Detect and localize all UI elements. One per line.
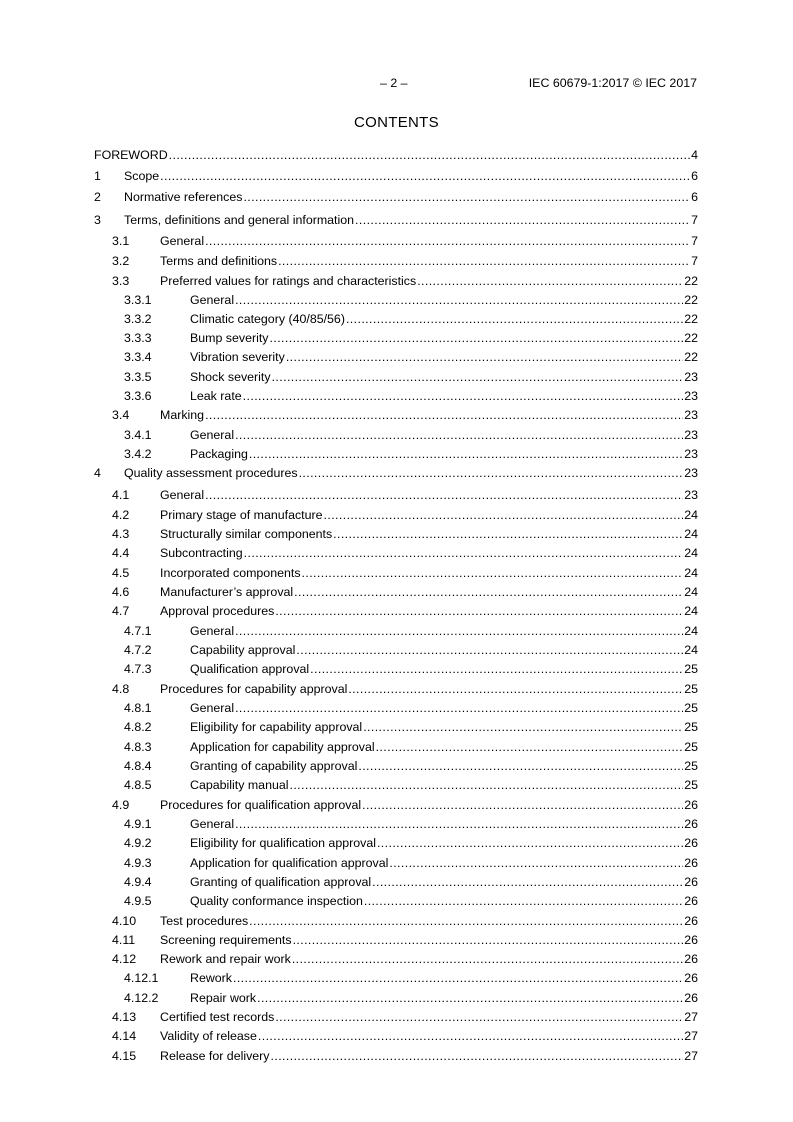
dot-leader bbox=[348, 682, 683, 696]
toc-entry-label: Bump severity bbox=[190, 331, 269, 345]
toc-entry-page: 24 bbox=[684, 585, 698, 599]
toc-entry-label: Climatic category (40/85/56) bbox=[190, 312, 345, 326]
toc-entry-number: 4.6 bbox=[112, 585, 130, 599]
toc-entry-page: 23 bbox=[684, 466, 698, 480]
toc-entry-page: 27 bbox=[684, 1049, 698, 1063]
toc-entry[interactable] bbox=[94, 426, 698, 442]
toc-entry-page: 23 bbox=[684, 370, 698, 384]
toc-entry-label: Eligibility for qualification approval bbox=[190, 836, 376, 850]
toc-entry[interactable] bbox=[94, 989, 698, 1005]
dot-leader bbox=[244, 546, 684, 560]
dot-leader bbox=[310, 662, 683, 676]
toc-entry[interactable] bbox=[94, 892, 698, 908]
toc-entry[interactable] bbox=[94, 796, 698, 812]
toc-entry-page: 26 bbox=[684, 875, 698, 889]
toc-entry-page: 22 bbox=[684, 312, 698, 326]
toc-entry-page: 25 bbox=[684, 759, 698, 773]
toc-entry-label: Eligibility for capability approval bbox=[190, 720, 363, 734]
toc-entry-number: 4.5 bbox=[112, 566, 130, 580]
toc-entry[interactable] bbox=[94, 718, 698, 734]
toc-entry[interactable] bbox=[94, 738, 698, 754]
toc-entry-label: General bbox=[190, 701, 235, 715]
toc-entry-number: 3 bbox=[94, 213, 101, 227]
toc-entry-number: 4.8.4 bbox=[124, 759, 152, 773]
toc-entry-number: 4.4 bbox=[112, 546, 130, 560]
standard-reference: IEC 60679-1:2017 © IEC 2017 bbox=[528, 76, 697, 90]
toc-entry-label: Screening requirements bbox=[160, 933, 292, 947]
dot-leader bbox=[243, 389, 684, 403]
toc-entry-number: 4.12.2 bbox=[124, 991, 159, 1005]
toc-entry-number: 4.9.2 bbox=[124, 836, 152, 850]
toc-entry-label: Certified test records bbox=[160, 1010, 275, 1024]
toc-entry-number: 4.2 bbox=[112, 508, 130, 522]
toc-entry-label: Approval procedures bbox=[160, 604, 275, 618]
toc-entry-number: 3.2 bbox=[112, 254, 130, 268]
toc-entry-label: Validity of release bbox=[160, 1029, 257, 1043]
dot-leader bbox=[235, 624, 683, 638]
toc-entry-number: 4.8.3 bbox=[124, 740, 152, 754]
toc-entry-page: 26 bbox=[684, 933, 698, 947]
dot-leader bbox=[233, 971, 683, 985]
toc-entry-number: 4.13 bbox=[112, 1010, 137, 1024]
toc-entry[interactable] bbox=[94, 1047, 698, 1063]
toc-entry-label: General bbox=[190, 428, 235, 442]
dot-leader bbox=[389, 856, 683, 870]
toc-entry-page: 25 bbox=[684, 662, 698, 676]
toc-entry-label: Incorporated components bbox=[160, 566, 301, 580]
toc-entry[interactable] bbox=[94, 1008, 698, 1024]
toc-entry-label: Granting of qualification approval bbox=[190, 875, 372, 889]
toc-entry-page: 26 bbox=[684, 856, 698, 870]
toc-entry[interactable] bbox=[94, 387, 698, 403]
toc-entry-page: 24 bbox=[684, 527, 698, 541]
toc-entry-number: 3.3 bbox=[112, 274, 130, 288]
toc-entry-label: Procedures for qualification approval bbox=[160, 798, 362, 812]
toc-entry-page: 24 bbox=[684, 508, 698, 522]
toc-entry-number: 4.9.5 bbox=[124, 894, 152, 908]
toc-entry-number: 4.12 bbox=[112, 952, 137, 966]
toc-entry-page: 23 bbox=[684, 488, 698, 502]
toc-entry-page: 24 bbox=[684, 604, 698, 618]
toc-entry-number: 3.4.2 bbox=[124, 447, 152, 461]
toc-entry[interactable] bbox=[94, 622, 698, 638]
dot-leader bbox=[270, 331, 684, 345]
toc-entry[interactable] bbox=[94, 544, 698, 560]
toc-entry-label: Granting of capability approval bbox=[190, 759, 358, 773]
toc-entry-label: General bbox=[160, 234, 205, 248]
toc-entry[interactable] bbox=[94, 310, 698, 326]
toc-entry-page: 26 bbox=[684, 817, 698, 831]
toc-entry-label: General bbox=[190, 293, 235, 307]
toc-entry-number: 3.3.5 bbox=[124, 370, 152, 384]
dot-leader bbox=[363, 720, 683, 734]
toc-entry[interactable] bbox=[94, 272, 698, 288]
toc-entry-page: 23 bbox=[684, 408, 698, 422]
toc-entry-number: 4.10 bbox=[112, 914, 137, 928]
toc-entry-label: Structurally similar components bbox=[160, 527, 333, 541]
toc-entry-label: FOREWORD bbox=[94, 148, 168, 162]
toc-entry-number: 3.4.1 bbox=[124, 428, 152, 442]
dot-leader bbox=[278, 254, 690, 268]
dot-leader bbox=[293, 933, 684, 947]
toc-entry-label: Shock severity bbox=[190, 370, 271, 384]
toc-entry-label: Vibration severity bbox=[190, 350, 285, 364]
dot-leader bbox=[257, 991, 683, 1005]
toc-entry-label: Terms and definitions bbox=[160, 254, 278, 268]
dot-leader bbox=[296, 643, 683, 657]
toc-entry-label: Test procedures bbox=[160, 914, 249, 928]
toc-entry-page: 26 bbox=[684, 952, 698, 966]
toc-entry-label: Packaging bbox=[190, 447, 248, 461]
toc-entry-label: Rework and repair work bbox=[160, 952, 291, 966]
toc-entry-page: 7 bbox=[691, 254, 698, 268]
toc-entry-number: 4.9 bbox=[112, 798, 130, 812]
toc-entry[interactable] bbox=[94, 641, 698, 657]
toc-entry-page: 7 bbox=[691, 213, 698, 227]
toc-entry-label: Terms, definitions and general information bbox=[124, 213, 355, 227]
toc-entry[interactable] bbox=[94, 167, 698, 183]
dot-leader bbox=[372, 875, 683, 889]
toc-entry-label: Capability manual bbox=[190, 778, 289, 792]
toc-entry-page: 25 bbox=[684, 740, 698, 754]
toc-entry-page: 26 bbox=[684, 971, 698, 985]
toc-entry[interactable] bbox=[94, 525, 698, 541]
toc-entry-label: Primary stage of manufacture bbox=[160, 508, 323, 522]
page-number: – 2 – bbox=[380, 76, 408, 90]
toc-entry-number: 4.1 bbox=[112, 488, 130, 502]
toc-entry-number: 3.3.3 bbox=[124, 331, 152, 345]
toc-entry[interactable] bbox=[94, 912, 698, 928]
toc-entry[interactable] bbox=[94, 188, 698, 204]
toc-entry-number: 4.11 bbox=[112, 933, 136, 947]
toc-entry-page: 22 bbox=[684, 274, 698, 288]
toc-entry-label: Capability approval bbox=[190, 643, 296, 657]
dot-leader bbox=[275, 604, 683, 618]
toc-entry-label: Marking bbox=[160, 408, 205, 422]
toc-entry-page: 25 bbox=[684, 682, 698, 696]
dot-leader bbox=[235, 293, 683, 307]
toc-entry-number: 4.8.2 bbox=[124, 720, 152, 734]
toc-entry[interactable] bbox=[94, 329, 698, 345]
toc-entry-label: Quality assessment procedures bbox=[124, 466, 298, 480]
dot-leader bbox=[299, 466, 684, 480]
toc-entry[interactable] bbox=[94, 464, 698, 480]
toc-entry-label: Procedures for capability approval bbox=[160, 682, 348, 696]
toc-entry[interactable] bbox=[94, 815, 698, 831]
toc-entry-page: 26 bbox=[684, 894, 698, 908]
toc-entry[interactable] bbox=[94, 776, 698, 792]
toc-entry[interactable] bbox=[94, 931, 698, 947]
dot-leader bbox=[362, 798, 683, 812]
dot-leader bbox=[235, 701, 683, 715]
toc-entry-page: 6 bbox=[691, 190, 698, 204]
contents-title: CONTENTS bbox=[354, 114, 439, 131]
toc-entry-page: 4 bbox=[691, 148, 698, 162]
dot-leader bbox=[160, 169, 690, 183]
dot-leader bbox=[333, 527, 683, 541]
toc-entry-number: 3.3.4 bbox=[124, 350, 152, 364]
dot-leader bbox=[271, 1049, 684, 1063]
toc-entry[interactable] bbox=[94, 834, 698, 850]
toc-entry-label: Scope bbox=[124, 169, 160, 183]
toc-entry[interactable] bbox=[94, 252, 698, 268]
toc-entry-page: 25 bbox=[684, 720, 698, 734]
toc-entry-page: 23 bbox=[684, 428, 698, 442]
toc-entry-page: 23 bbox=[684, 447, 698, 461]
toc-entry-page: 24 bbox=[684, 546, 698, 560]
toc-entry[interactable] bbox=[94, 854, 698, 870]
toc-entry-page: 24 bbox=[684, 624, 698, 638]
toc-entry[interactable] bbox=[94, 211, 698, 227]
toc-entry-page: 24 bbox=[684, 643, 698, 657]
toc-entry-number: 4.7 bbox=[112, 604, 130, 618]
dot-leader bbox=[294, 585, 683, 599]
toc-entry[interactable] bbox=[94, 757, 698, 773]
dot-leader bbox=[205, 234, 690, 248]
dot-leader bbox=[358, 759, 683, 773]
toc-entry-page: 25 bbox=[684, 778, 698, 792]
toc-entry-number: 4.8 bbox=[112, 682, 130, 696]
toc-entry-page: 22 bbox=[684, 350, 698, 364]
toc-entry-number: 4.15 bbox=[112, 1049, 137, 1063]
toc-entry[interactable] bbox=[94, 699, 698, 715]
toc-entry-page: 27 bbox=[684, 1010, 698, 1024]
toc-entry-page: 26 bbox=[684, 798, 698, 812]
toc-entry-page: 26 bbox=[684, 991, 698, 1005]
toc-entry-label: Leak rate bbox=[190, 389, 242, 403]
toc-entry[interactable] bbox=[94, 602, 698, 618]
toc-entry[interactable] bbox=[94, 348, 698, 364]
toc-entry-number: 4.14 bbox=[112, 1029, 137, 1043]
toc-entry-number: 4.8.1 bbox=[124, 701, 152, 715]
toc-entry-number: 4.8.5 bbox=[124, 778, 152, 792]
toc-entry-number: 4.12.1 bbox=[124, 971, 159, 985]
toc-entry-number: 3.4 bbox=[112, 408, 130, 422]
dot-leader bbox=[286, 350, 683, 364]
toc-entry-page: 26 bbox=[684, 914, 698, 928]
dot-leader bbox=[205, 408, 683, 422]
toc-entry-label: Rework bbox=[190, 971, 232, 985]
dot-leader bbox=[275, 1010, 683, 1024]
toc-entry-label: Application for qualification approval bbox=[190, 856, 389, 870]
dot-leader bbox=[235, 428, 683, 442]
toc-entry-label: Manufacturer’s approval bbox=[160, 585, 294, 599]
toc-entry-page: 6 bbox=[691, 169, 698, 183]
toc-entry[interactable] bbox=[94, 564, 698, 580]
toc-entry[interactable] bbox=[94, 950, 698, 966]
toc-entry[interactable] bbox=[94, 445, 698, 461]
dot-leader bbox=[292, 952, 683, 966]
dot-leader bbox=[346, 312, 683, 326]
toc-entry-number: 4.7.3 bbox=[124, 662, 152, 676]
toc-entry[interactable] bbox=[94, 406, 698, 422]
toc-entry-label: Subcontracting bbox=[160, 546, 243, 560]
toc-entry-label: General bbox=[190, 817, 235, 831]
toc-entry[interactable] bbox=[94, 232, 698, 248]
toc-entry-label: Release for delivery bbox=[160, 1049, 270, 1063]
toc-entry-number: 3.3.2 bbox=[124, 312, 152, 326]
toc-entry-label: Quality conformance inspection bbox=[190, 894, 363, 908]
dot-leader bbox=[376, 740, 684, 754]
toc-entry-number: 1 bbox=[94, 169, 101, 183]
toc-entry[interactable] bbox=[94, 146, 698, 162]
toc-entry[interactable] bbox=[94, 873, 698, 889]
toc-entry-label: General bbox=[160, 488, 205, 502]
toc-entry[interactable] bbox=[94, 969, 698, 985]
toc-entry-label: Normative references bbox=[124, 190, 243, 204]
toc-entry-page: 24 bbox=[684, 566, 698, 580]
toc-entry-number: 4.7.2 bbox=[124, 643, 152, 657]
dot-leader bbox=[302, 566, 684, 580]
dot-leader bbox=[235, 817, 683, 831]
dot-leader bbox=[272, 370, 684, 384]
toc-entry-page: 27 bbox=[684, 1029, 698, 1043]
toc-entry-number: 4.7.1 bbox=[124, 624, 152, 638]
toc-entry-number: 4.9.1 bbox=[124, 817, 152, 831]
toc-entry-number: 3.3.6 bbox=[124, 389, 152, 403]
dot-leader bbox=[258, 1029, 683, 1043]
toc-entry-page: 7 bbox=[691, 234, 698, 248]
toc-entry-number: 3.1 bbox=[112, 234, 130, 248]
toc-entry[interactable] bbox=[94, 486, 698, 502]
toc-entry-page: 22 bbox=[684, 293, 698, 307]
dot-leader bbox=[364, 894, 683, 908]
toc-entry-page: 23 bbox=[684, 389, 698, 403]
toc-entry-label: Application for capability approval bbox=[190, 740, 375, 754]
toc-entry[interactable] bbox=[94, 506, 698, 522]
toc-entry-page: 26 bbox=[684, 836, 698, 850]
toc-entry[interactable] bbox=[94, 368, 698, 384]
toc-entry-label: Qualification approval bbox=[190, 662, 310, 676]
dot-leader bbox=[243, 190, 690, 204]
toc-entry[interactable] bbox=[94, 680, 698, 696]
toc-entry-number: 4.9.3 bbox=[124, 856, 152, 870]
toc-entry-number: 4.3 bbox=[112, 527, 130, 541]
dot-leader bbox=[290, 778, 684, 792]
toc-entry[interactable] bbox=[94, 291, 698, 307]
dot-leader bbox=[249, 914, 683, 928]
toc-entry[interactable] bbox=[94, 660, 698, 676]
toc-entry-label: Repair work bbox=[190, 991, 257, 1005]
toc-entry-number: 3.3.1 bbox=[124, 293, 152, 307]
toc-entry[interactable] bbox=[94, 1027, 698, 1043]
dot-leader bbox=[205, 488, 683, 502]
toc-entry-label: Preferred values for ratings and characteristics bbox=[160, 274, 417, 288]
toc-entry-page: 25 bbox=[684, 701, 698, 715]
toc-entry-number: 4.9.4 bbox=[124, 875, 152, 889]
dot-leader bbox=[169, 148, 690, 162]
dot-leader bbox=[377, 836, 683, 850]
toc-entry-label: General bbox=[190, 624, 235, 638]
dot-leader bbox=[355, 213, 690, 227]
dot-leader bbox=[324, 508, 684, 522]
toc-entry-number: 2 bbox=[94, 190, 101, 204]
toc-entry[interactable] bbox=[94, 583, 698, 599]
dot-leader bbox=[417, 274, 683, 288]
dot-leader bbox=[249, 447, 683, 461]
toc-entry-page: 22 bbox=[684, 331, 698, 345]
toc-entry-number: 4 bbox=[94, 466, 101, 480]
